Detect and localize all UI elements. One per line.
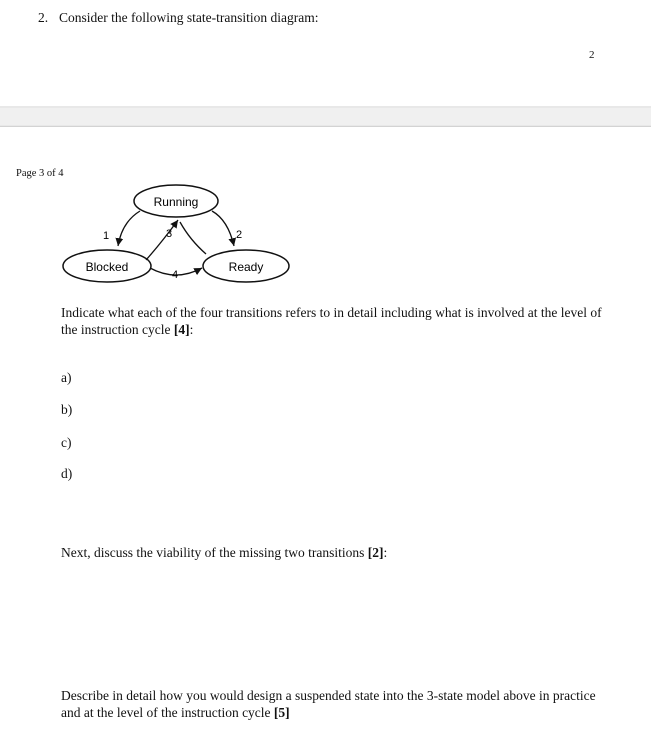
paragraph3-text: Describe in detail how you would design a suspended state into the 3-state model above in practice and at the level of the instruction cycle — [61, 688, 596, 720]
blocked-state-label: Blocked — [85, 260, 129, 274]
paragraph2-suffix: : — [383, 545, 388, 560]
question-number: 2. — [38, 10, 49, 25]
answer-option-d: d) — [61, 466, 73, 481]
running-state-label: Running — [153, 195, 199, 209]
paragraph1-suffix: : — [189, 322, 194, 337]
instruction-paragraph-missing-transitions — [61, 544, 611, 561]
page-break-divider-bottom — [0, 126, 651, 127]
state-transition-diagram — [50, 180, 310, 290]
answer-option-b: b) — [61, 402, 73, 417]
transition-3-arrow — [146, 220, 178, 260]
transition-3-label: 3 — [166, 228, 173, 240]
transition-2-label: 2 — [236, 229, 243, 241]
transition-4-arrow — [180, 222, 206, 254]
page-indicator: Page 3 of 4 — [16, 168, 64, 179]
instruction-paragraph-suspended-state — [61, 687, 611, 721]
paragraph1-marks: [4] — [173, 322, 190, 337]
paragraph1-text: Indicate what each of the four transitions refers to in detail including what is involved at the level of the instruction cycle — [61, 305, 602, 337]
answer-option-c: c) — [61, 435, 72, 450]
paragraph3-marks: [5] — [273, 705, 290, 720]
paragraph2-text: Next, discuss the viability of the missing two transitions — [61, 545, 365, 560]
transition-2-arrow — [212, 211, 234, 246]
question-text: Consider the following state-transition diagram: — [59, 10, 319, 25]
paragraph2-marks: [2] — [367, 545, 384, 560]
transition-4-label: 4 — [172, 269, 179, 281]
ready-state-label: Ready — [228, 260, 264, 274]
transition-1-arrow — [118, 211, 140, 246]
answer-option-a: a) — [61, 370, 72, 385]
page-break-sheet — [0, 108, 651, 125]
page-number: 2 — [589, 49, 595, 61]
transition-1-label: 1 — [103, 230, 110, 242]
instruction-paragraph-transitions — [61, 304, 611, 338]
